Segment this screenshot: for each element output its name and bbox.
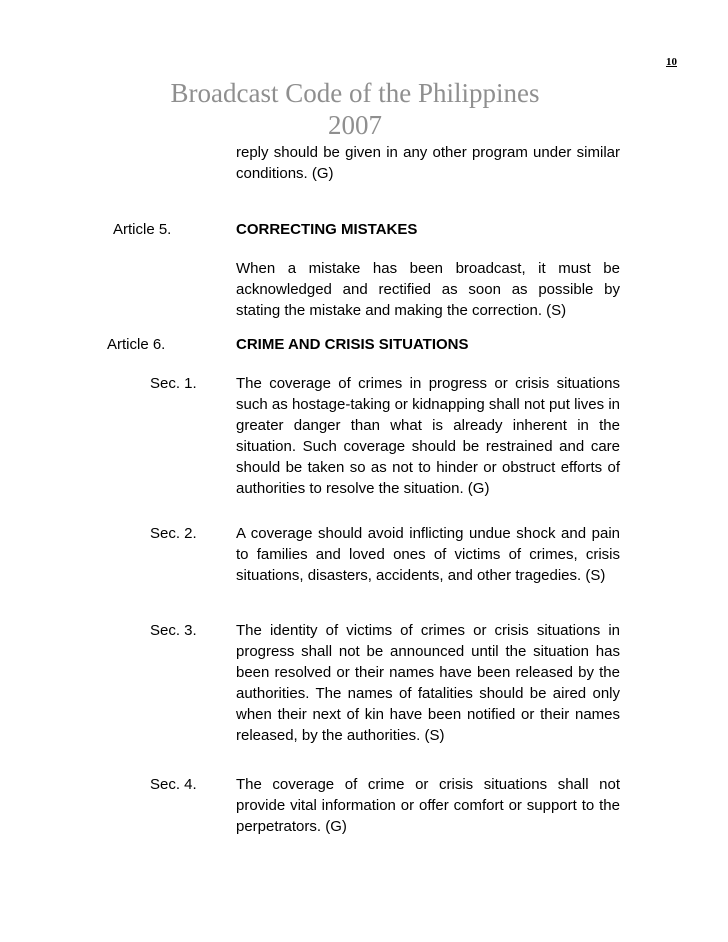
header-title: Broadcast Code of the Philippines — [170, 78, 540, 108]
document-header — [100, 77, 610, 141]
continuation-paragraph: reply should be given in any other program under similar conditions. (G) — [236, 144, 620, 182]
article-5-text: When a mistake has been broadcast, it must be acknowledged and rectified as soon as possible by stating the mistake and making the correction. (S) — [236, 260, 620, 319]
header-year: 2007 — [328, 110, 382, 140]
section-1-label: Sec. 1. — [150, 375, 197, 392]
section-3-label: Sec. 3. — [150, 622, 197, 639]
article-6-heading: CRIME AND CRISIS SITUATIONS — [236, 336, 469, 353]
section-2-label: Sec. 2. — [150, 525, 197, 542]
article-5-label: Article 5. — [113, 221, 172, 238]
section-4-label: Sec. 4. — [150, 776, 197, 793]
section-3-text: The identity of victims of crimes or crisis situations in progress shall not be announced until the situation has been resolved or their names have been released by the authorities. The names of fatalities should be aired only when their next of kin have been notified or their names released, by the authorities. (S) — [236, 622, 620, 744]
section-1-text: The coverage of crimes in progress or crisis situations such as hostage-taking or kidnapping shall not put lives in greater danger than what is already inherent in the situation. Such coverage should be restrained and care should be taken so as not to hinder or obstruct efforts of authorities to resolve the situation. (G) — [236, 375, 620, 497]
page-number: 10 — [666, 56, 677, 68]
section-2-text: A coverage should avoid inflicting undue shock and pain to families and loved ones of victims of crimes, crisis situations, disasters, accidents, and other tragedies. (S) — [236, 525, 620, 584]
article-5-heading: CORRECTING MISTAKES — [236, 221, 418, 238]
section-4-text: The coverage of crime or crisis situations shall not provide vital information or offer comfort or support to the perpetrators. (G) — [236, 776, 620, 835]
article-6-label: Article 6. — [107, 336, 166, 353]
